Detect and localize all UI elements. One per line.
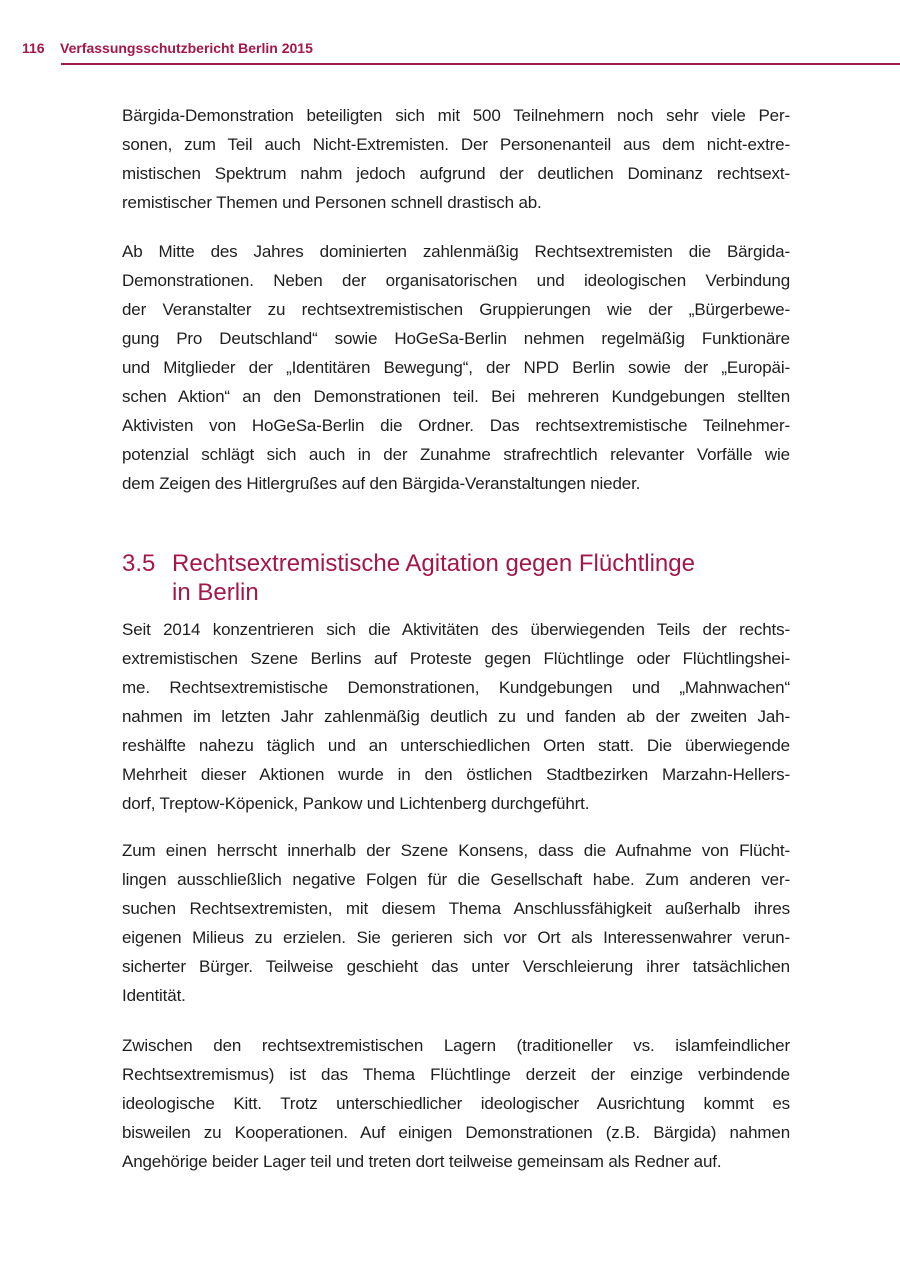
text-line: ideologische Kitt. Trotz unterschiedlicher ideologischer Ausrichtung kommt es <box>122 1094 790 1113</box>
paragraph <box>122 1031 790 1176</box>
section-title-line1: Rechtsextremistische Agitation gegen Flüchtlinge <box>172 550 695 577</box>
text-line: lingen ausschließlich negative Folgen für die Gesellschaft habe. Zum anderen ver- <box>122 870 790 889</box>
text-line: Ab Mitte des Jahres dominierten zahlenmäßig Rechtsextremisten die Bärgida- <box>122 242 790 261</box>
section-number: 3.5 <box>122 550 156 577</box>
text-line: Demonstrationen. Neben der organisatorischen und ideologischen Verbindung <box>122 271 790 290</box>
text-line: dem Zeigen des Hitlergrußes auf den Bärgida-Veranstaltungen nieder. <box>122 474 641 493</box>
text-line: Identität. <box>122 986 186 1005</box>
text-line: sonen, zum Teil auch Nicht-Extremisten. Der Personenanteil aus dem nicht-extre- <box>122 135 790 154</box>
text-line: Zwischen den rechtsextremistischen Lagern (traditioneller vs. islamfeindlicher <box>122 1036 790 1055</box>
text-line: dorf, Treptow-Köpenick, Pankow und Lichtenberg durchgeführt. <box>122 794 590 813</box>
text-line: Zum einen herrscht innerhalb der Szene Konsens, dass die Aufnahme von Flücht- <box>122 841 790 860</box>
text-line: suchen Rechtsextremisten, mit diesem Thema Anschlussfähigkeit außerhalb ihres <box>122 899 790 918</box>
text-line: remistischer Themen und Personen schnell drastisch ab. <box>122 193 542 212</box>
text-line: extremistischen Szene Berlins auf Proteste gegen Flüchtlinge oder Flüchtlingshei- <box>122 649 790 668</box>
text-line: Angehörige beider Lager teil und treten dort teilweise gemeinsam als Redner auf. <box>122 1152 722 1171</box>
section-title-line2: in Berlin <box>172 579 259 606</box>
page-number: 116 <box>22 40 45 56</box>
text-line: gung Pro Deutschland“ sowie HoGeSa-Berlin nehmen regelmäßig Funktionäre <box>122 329 790 348</box>
paragraph <box>122 101 790 217</box>
text-line: Aktivisten von HoGeSa-Berlin die Ordner. Das rechtsextremistische Teilnehmer- <box>122 416 790 435</box>
header-rule <box>61 63 900 65</box>
paragraph <box>122 237 790 498</box>
paragraph <box>122 615 790 818</box>
text-line: Rechtsextremismus) ist das Thema Flüchtlinge derzeit der einzige verbindende <box>122 1065 790 1084</box>
text-line: me. Rechtsextremistische Demonstrationen, Kundgebungen und „Mahnwachen“ <box>122 678 790 697</box>
text-line: und Mitglieder der „Identitären Bewegung“, der NPD Berlin sowie der „Europäi- <box>122 358 790 377</box>
text-line: nahmen im letzten Jahr zahlenmäßig deutlich zu und fanden ab der zweiten Jah- <box>122 707 790 726</box>
text-line: reshälfte nahezu täglich und an unterschiedlichen Orten statt. Die überwiegende <box>122 736 790 755</box>
text-line: der Veranstalter zu rechtsextremistischen Gruppierungen wie der „Bürgerbewe- <box>122 300 790 319</box>
publication-title: Verfassungsschutzbericht Berlin 2015 <box>60 40 313 56</box>
running-header <box>22 40 313 56</box>
text-line: sicherter Bürger. Teilweise geschieht das unter Verschleierung ihrer tatsächlichen <box>122 957 790 976</box>
text-line: schen Aktion“ an den Demonstrationen teil. Bei mehreren Kundgebungen stellten <box>122 387 790 406</box>
text-line: eigenen Milieus zu erzielen. Sie gerieren sich vor Ort als Interessenwahrer verun- <box>122 928 790 947</box>
paragraph <box>122 836 790 1010</box>
text-line: mistischen Spektrum nahm jedoch aufgrund der deutlichen Dominanz rechtsext- <box>122 164 790 183</box>
text-line: Seit 2014 konzentrieren sich die Aktivitäten des überwiegenden Teils der rechts- <box>122 620 790 639</box>
text-line: bisweilen zu Kooperationen. Auf einigen Demonstrationen (z.B. Bärgida) nahmen <box>122 1123 790 1142</box>
text-line: potenzial schlägt sich auch in der Zunahme strafrechtlich relevanter Vorfälle wie <box>122 445 790 464</box>
text-line: Mehrheit dieser Aktionen wurde in den östlichen Stadtbezirken Marzahn-Hellers- <box>122 765 790 784</box>
text-line: Bärgida-Demonstration beteiligten sich mit 500 Teilnehmern noch sehr viele Per- <box>122 106 790 125</box>
section-heading <box>122 549 695 607</box>
